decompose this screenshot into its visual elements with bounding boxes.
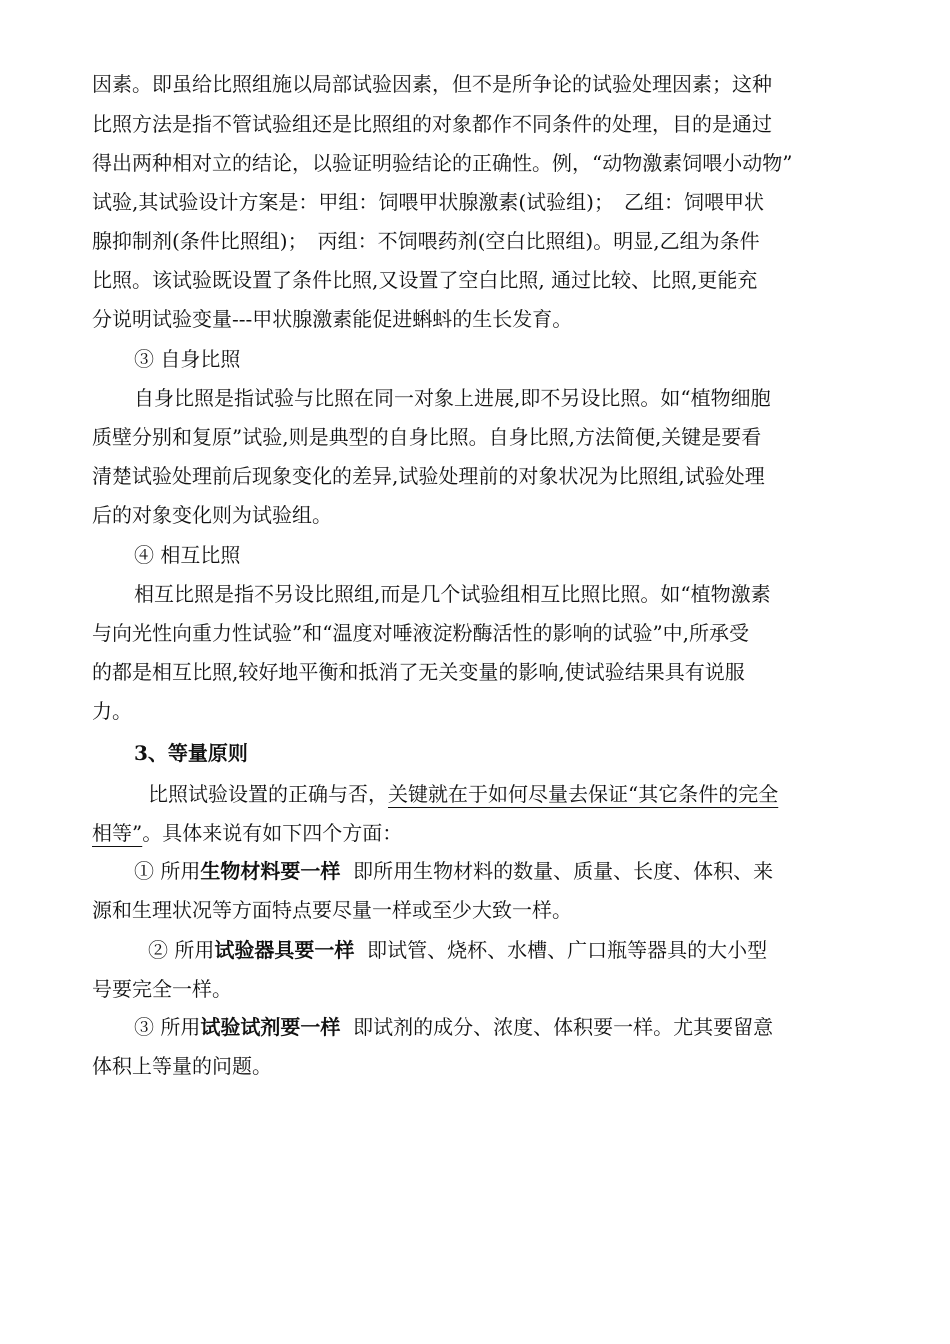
item-description: 即试管、烧杯、水槽、广口瓶等器具的大小型 [354,938,768,962]
paragraph-line: 比照方法是指不管试验组还是比照组的对象都作不同条件的处理，目的是通过 [92,112,772,136]
intro-plain-text: 。具体来说有如下四个方面： [142,821,403,845]
paragraph-line: 比照。该试验既设置了条件比照,又设置了空白比照, 通过比较、比照,更能充 [92,268,758,292]
paragraph-line: 力。 [92,699,132,723]
item-continuation: 号要完全一样。 [92,977,232,1001]
item-bold-term: 试验器具要一样 [214,938,355,962]
paragraph-line: 得出两种相对立的结论，以验证明验结论的正确性。例，“动物激素饲喂小动物” [92,151,793,175]
item-bold-term: 生物材料要一样 [200,859,341,883]
paragraph-line: 与向光性向重力性试验”和“温度对唾液淀粉酶活性的影响的试验”中,所承受 [92,621,750,645]
subheading-self-control: ③ 自身比照 [134,347,241,371]
paragraph-line: 的都是相互比照,较好地平衡和抵消了无关变量的影响,使试验结果具有说服 [92,660,745,684]
paragraph-line: 清楚试验处理前后现象变化的差异,试验处理前的对象状况为比照组,试验处理 [92,464,765,488]
paragraph-line: 质壁分别和复原”试验,则是典型的自身比照。自身比照,方法简便,关键是要看 [92,425,762,449]
item-prefix: ① 所用 [134,859,201,883]
intro-line-2 [92,819,402,847]
item-bold-term: 试验试剂要一样 [200,1015,341,1039]
intro-underlined-text: 相等” [92,821,143,845]
item-continuation: 源和生理状况等方面特点要尽量一样或至少大致一样。 [92,898,572,922]
intro-line-1 [148,780,778,808]
list-item [134,1013,773,1041]
list-item [134,857,773,885]
item-continuation: 体积上等量的问题。 [92,1054,272,1078]
paragraph-line: 分说明试验变量---甲状腺激素能促进蝌蚪的生长发育。 [92,307,573,331]
paragraph-line: 相互比照是指不另设比照组,而是几个试验组相互比照比照。如“植物激素 [134,582,771,606]
paragraph-line: 自身比照是指试验与比照在同一对象上进展,即不另设比照。如“植物细胞 [134,386,771,410]
intro-underlined-text: 关键就在于如何尽量去保证“其它条件的完全 [388,782,779,806]
item-description: 即所用生物材料的数量、质量、长度、体积、来 [340,859,774,883]
subheading-mutual-control: ④ 相互比照 [134,543,241,567]
intro-plain-text: 比照试验设置的正确与否， [148,782,388,806]
section-heading: 3、等量原则 [134,741,248,765]
paragraph-line: 后的对象变化则为试验组。 [92,503,332,527]
paragraph-line: 因素。即虽给比照组施以局部试验因素，但不是所争论的试验处理因素；这种 [92,72,772,96]
paragraph-line: 试验,其试验设计方案是：甲组：饲喂甲状腺激素(试验组)； 乙组：饲喂甲状 [92,190,764,214]
list-item [148,936,767,964]
item-prefix: ② 所用 [148,938,215,962]
item-prefix: ③ 所用 [134,1015,201,1039]
paragraph-line: 腺抑制剂(条件比照组)； 丙组：不饲喂药剂(空白比照组)。明显,乙组为条件 [92,229,760,253]
item-description: 即试剂的成分、浓度、体积要一样。尤其要留意 [340,1015,774,1039]
